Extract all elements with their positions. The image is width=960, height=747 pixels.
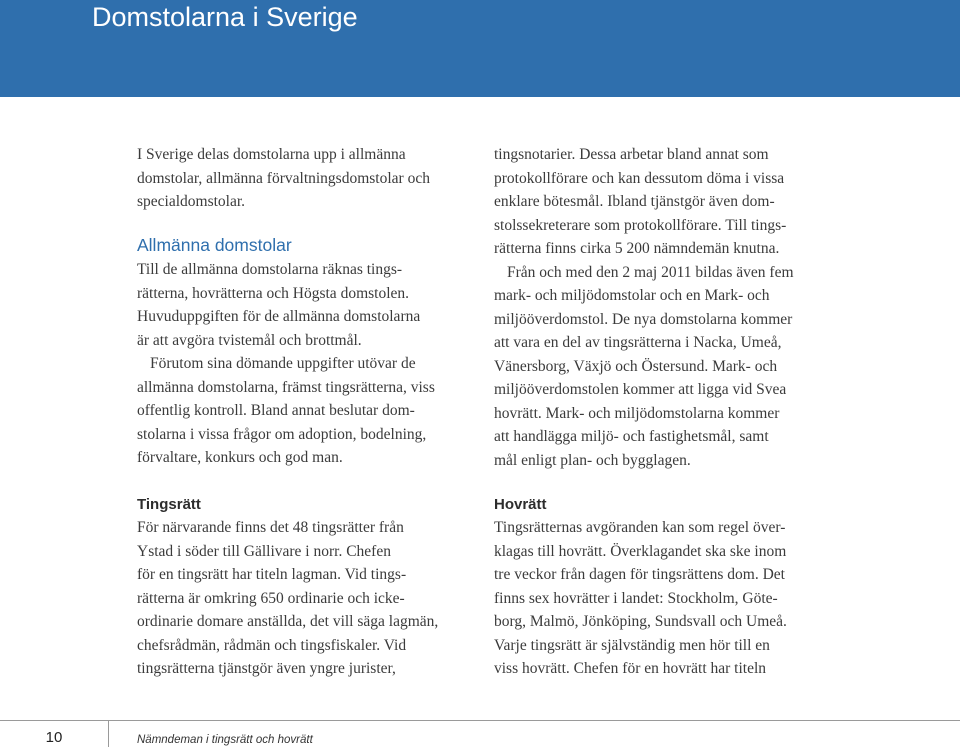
- page-title: Domstolarna i Sverige: [92, 2, 358, 32]
- text-line: stolssekreterare som protokollförare. Till tings-: [494, 216, 787, 234]
- header-band: [0, 0, 960, 97]
- text-line: klagas till hovrätt. Överklagandet ska ske inom: [494, 542, 787, 560]
- text-line: chefsrådmän, rådmän och tingsfiskaler. Vid: [137, 636, 407, 654]
- section-heading-tingsratt: Tingsrätt: [137, 496, 201, 513]
- text-line: tre veckor från dagen för tingsrättens dom. Det: [494, 566, 785, 583]
- text-line: enklare bötesmål. Ibland tjänstgör även dom-: [494, 193, 775, 210]
- text-line: miljööverdomstolen kommer att ligga vid Svea: [494, 381, 787, 398]
- text-line: rätterna finns cirka 5 200 nämndemän knutna.: [494, 240, 780, 257]
- text-line: för en tingsrätt har titeln lagman. Vid tings-: [137, 566, 407, 583]
- page-number: 10: [45, 729, 63, 746]
- text-line: Från och med den 2 maj 2011 bildas även fem: [507, 263, 794, 281]
- tingsratt-continuation-body: [494, 143, 794, 472]
- text-line: ordinarie domare anställda, det vill säga lagmän,: [137, 613, 439, 630]
- text-line: domstolar, allmänna förvaltningsdomstolar och: [137, 169, 430, 187]
- text-line: mål enligt plan- och bygglagen.: [494, 451, 691, 469]
- text-line: tingsnotarier. Dessa arbetar bland annat som: [494, 146, 769, 163]
- text-line: Tingsrätternas avgöranden kan som regel över-: [494, 519, 786, 536]
- intro-paragraph: [137, 143, 430, 214]
- text-line: hovrätt. Mark- och miljödomstolarna kommer: [494, 404, 780, 422]
- text-line: Vänersborg, Växjö och Östersund. Mark- och: [494, 357, 778, 375]
- text-line: stolarna i vissa frågor om adoption, bodelning,: [137, 425, 427, 443]
- text-line: Ystad i söder till Gällivare i norr. Chefen: [137, 542, 391, 560]
- text-line: rätterna, hovrätterna och Högsta domstolen.: [137, 284, 410, 302]
- text-line: Huvuduppgiften för de allmänna domstolarna: [137, 308, 421, 325]
- text-line: att handlägga miljö- och fastighetsmål, samt: [494, 428, 769, 445]
- text-line: specialdomstolar.: [137, 193, 246, 210]
- allmanna-domstolar-body: [137, 258, 435, 470]
- text-line: Förutom sina dömande uppgifter utövar de: [150, 355, 416, 372]
- text-line: mark- och miljödomstolar och en Mark- och: [494, 287, 770, 304]
- text-line: förvaltare, konkurs och god man.: [137, 449, 343, 466]
- section-heading-allmanna-domstolar: Allmänna domstolar: [137, 235, 292, 255]
- text-line: allmänna domstolarna, främst tingsrätterna, viss: [137, 378, 435, 396]
- text-line: viss hovrätt. Chefen för en hovrätt har titeln: [494, 660, 767, 677]
- text-line: Till de allmänna domstolarna räknas tings-: [137, 261, 403, 278]
- text-line: tingsrätterna tjänstgör även yngre jurister,: [137, 660, 396, 677]
- text-line: finns sex hovrätter i landet: Stockholm, Göte-: [494, 589, 778, 607]
- text-line: borg, Malmö, Jönköping, Sundsvall och Umeå.: [494, 613, 787, 630]
- tingsratt-body: [137, 516, 438, 681]
- text-line: miljööverdomstol. De nya domstolarna kommer: [494, 310, 793, 328]
- footer-divider: [108, 720, 109, 747]
- footer-publication-title: Nämndeman i tingsrätt och hovrätt: [137, 734, 313, 746]
- section-heading-hovratt: Hovrätt: [494, 496, 547, 513]
- text-line: I Sverige delas domstolarna upp i allmänna: [137, 146, 406, 163]
- text-line: För närvarande finns det 48 tingsrätter från: [137, 519, 404, 536]
- text-line: är att avgöra tvistemål och brottmål.: [137, 331, 362, 349]
- hovratt-body: [494, 516, 787, 681]
- footer-rule: [0, 720, 960, 721]
- text-line: offentlig kontroll. Bland annat beslutar dom-: [137, 402, 415, 419]
- text-line: Varje tingsrätt är självständig men hör till en: [494, 636, 770, 654]
- text-line: rätterna är omkring 650 ordinarie och icke-: [137, 589, 405, 607]
- text-line: protokollförare och kan dessutom döma i vissa: [494, 169, 785, 187]
- text-line: att vara en del av tingsrätterna i Nacka, Umeå,: [494, 334, 782, 351]
